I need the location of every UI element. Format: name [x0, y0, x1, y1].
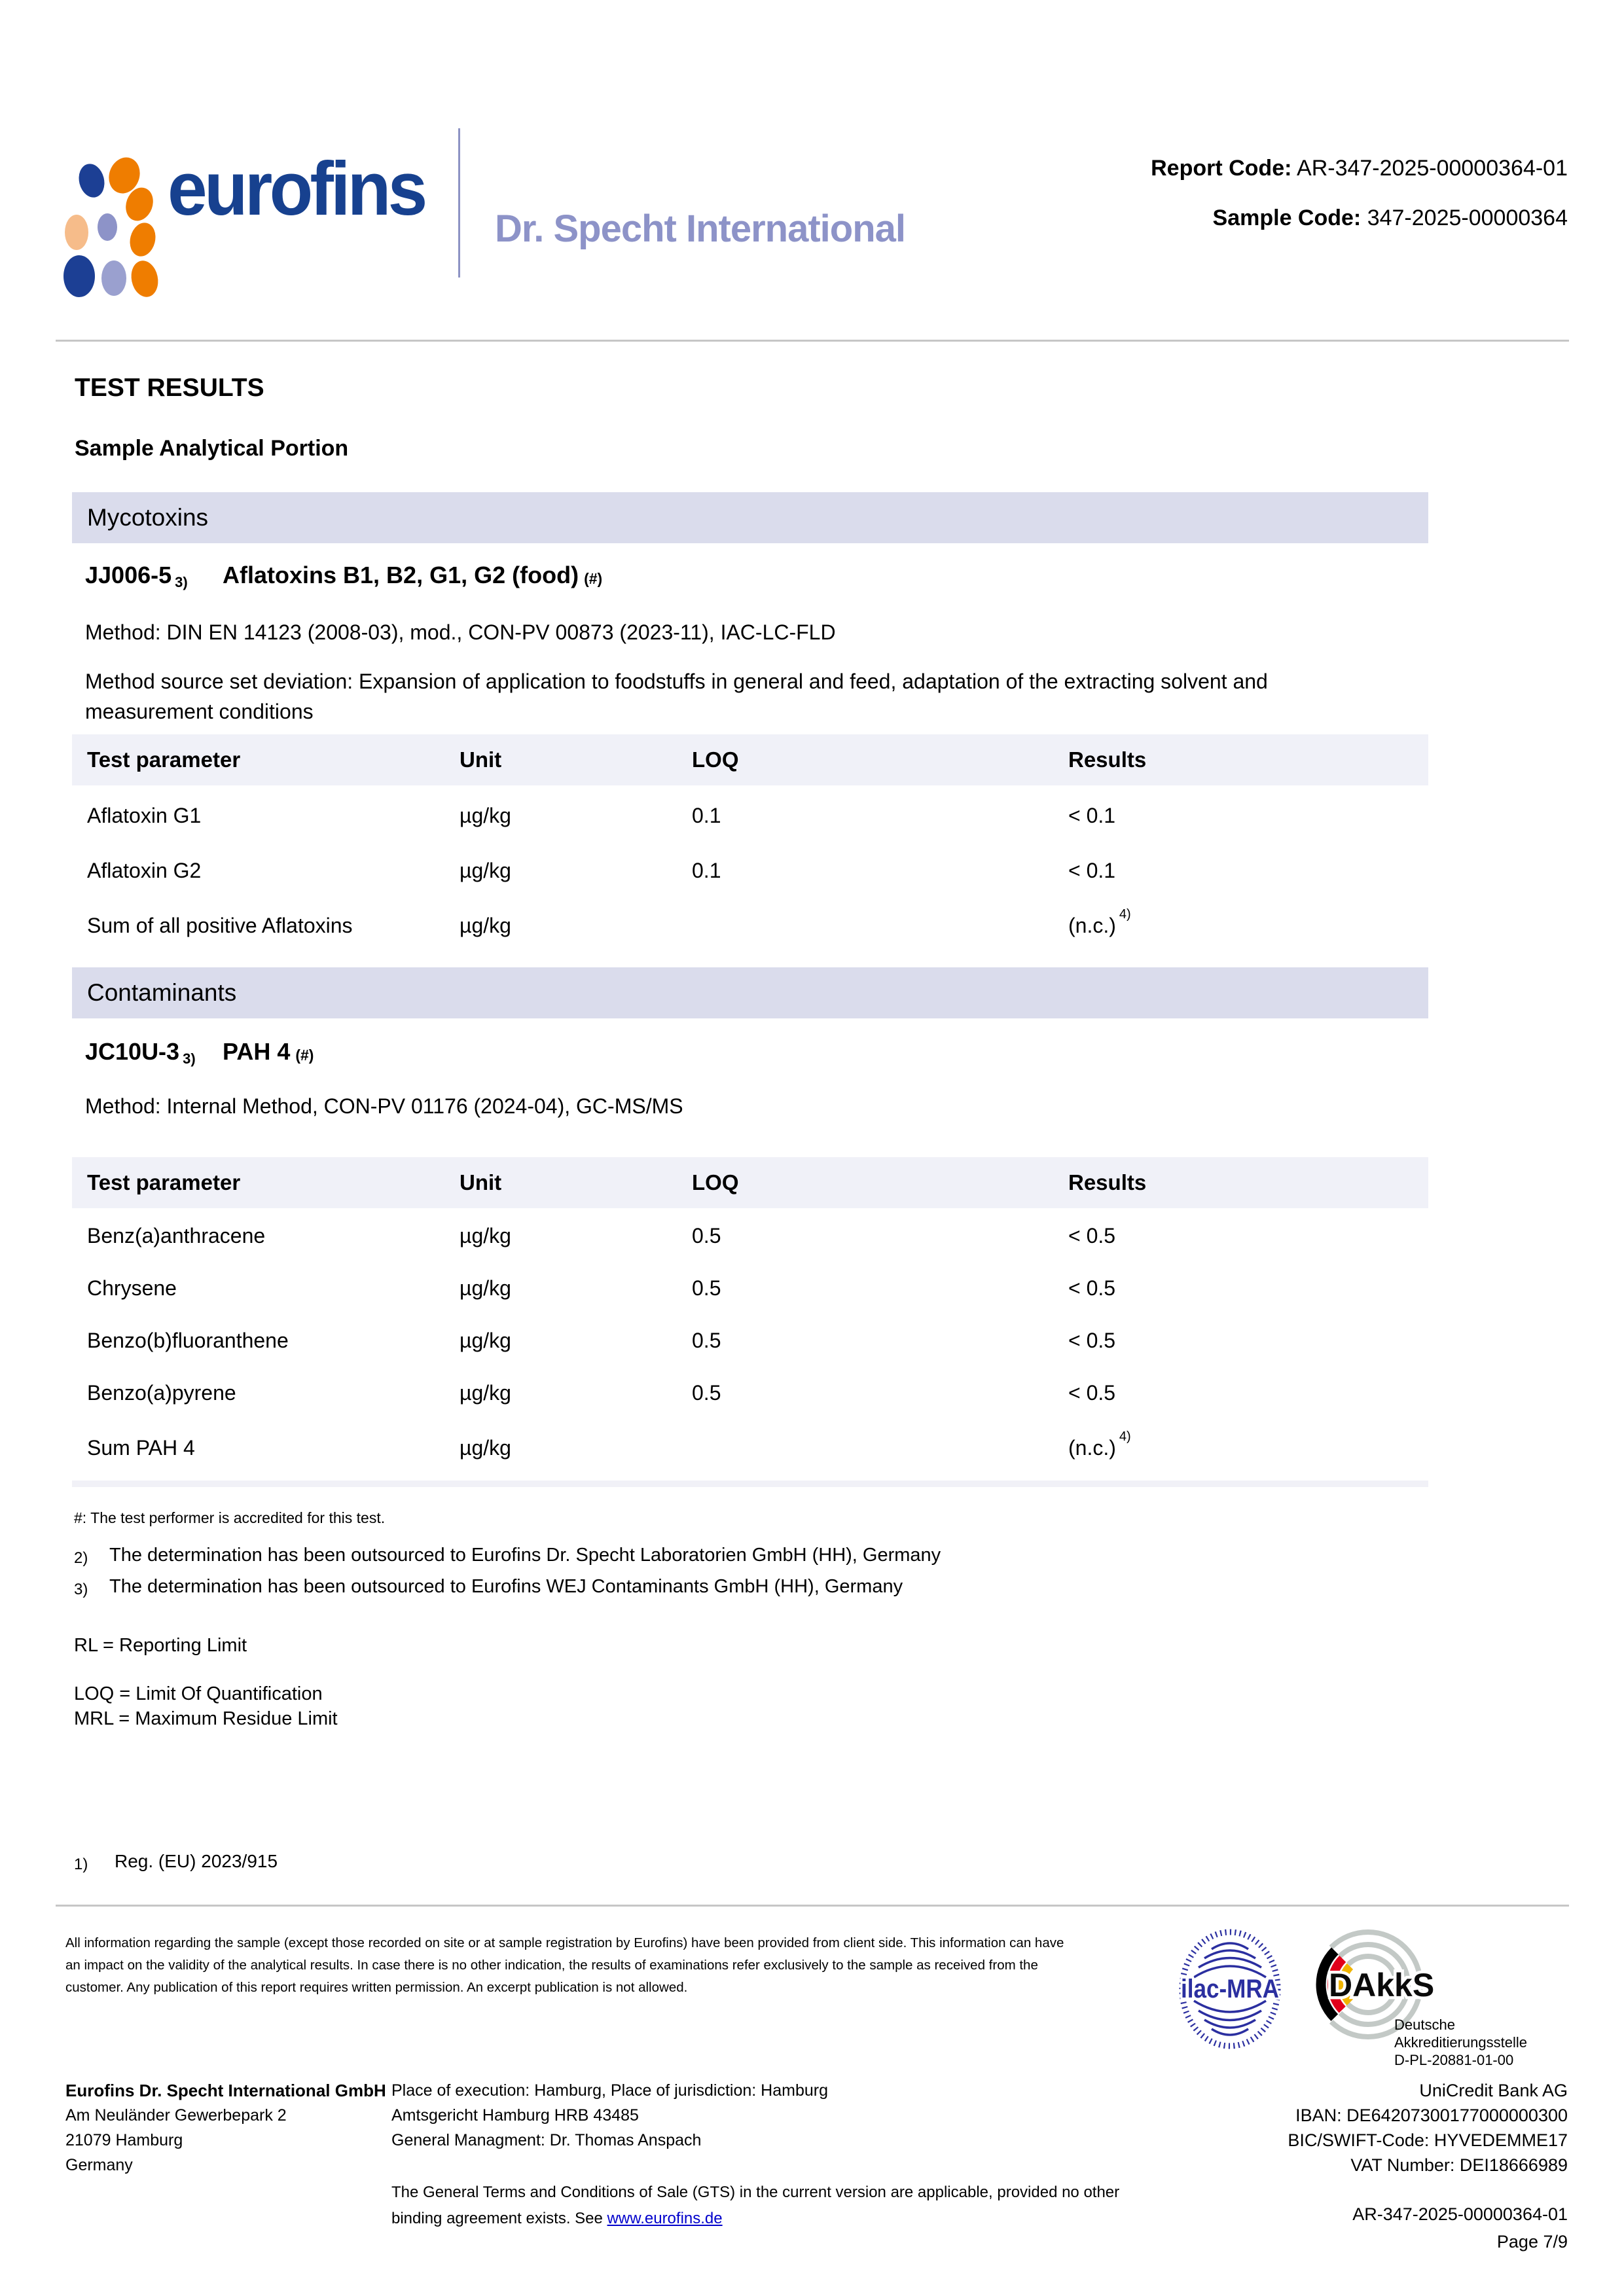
table-row [72, 1314, 1428, 1367]
cell-loq: 0.5 [692, 1380, 721, 1405]
result-value: < 0.1 [1068, 803, 1116, 827]
cell-loq: 0.1 [692, 803, 721, 827]
company-street: Am Neuländer Gewerbepark 2 [65, 2106, 287, 2125]
assay-heading-contaminants [85, 1038, 314, 1067]
method-deviation: Method source set deviation: Expansion of application to foodstuffs in general and feed, adaptation of the extracting solvent and measurement conditions [85, 670, 1268, 723]
bank-line: BIC/SWIFT-Code: HYVEDEMME17 [1288, 2130, 1568, 2150]
cell-test-parameter: Chrysene [87, 1276, 177, 1300]
cell-unit: µg/kg [460, 1435, 511, 1460]
cell-test-parameter: Sum PAH 4 [87, 1435, 195, 1460]
bank-line: IBAN: DE64207300177000000300 [1295, 2106, 1568, 2125]
col-test-parameter: Test parameter [87, 747, 241, 772]
accredited-mark: (#) [295, 1047, 314, 1064]
bank-line: UniCredit Bank AG [1419, 2081, 1568, 2100]
cell-result [1068, 804, 1428, 828]
section-label: Contaminants [87, 979, 237, 1006]
method-line: Method: DIN EN 14123 (2008-03), mod., CON-PV 00873 (2023-11), IAC-LC-FLD [85, 620, 836, 644]
table-row [72, 788, 1428, 843]
ilac-mra-logo-icon [1177, 1927, 1283, 2051]
cell-result [1068, 1329, 1428, 1353]
assay-code-footnote: 3) [175, 574, 188, 590]
result-value: (n.c.) [1068, 1435, 1116, 1460]
assay-name-text: PAH 4 [223, 1038, 291, 1065]
footnote-1 [74, 1851, 278, 1872]
disclaimer-text: All information regarding the sample (except those recorded on site or at sample registration by Eurofins) have been provided from client side. This information can have an impact on the validity of the analytical results. In case there is no other indication, the results of examinations refer exclusively to the sample as received from the customer. Any publication of this report requires written permission. An excerpt publication is not allowed. [65, 1935, 1064, 1995]
assay-name [223, 562, 602, 589]
header-rule [56, 340, 1569, 342]
legend-mrl: MRL = Maximum Residue Limit [74, 1708, 338, 1729]
cell-unit: µg/kg [460, 1380, 511, 1405]
cell-result [1068, 1276, 1428, 1300]
dakks-accreditation-text [1394, 2016, 1527, 2069]
footnote-text: The determination has been outsourced to Eurofins Dr. Specht Laboratorien GmbH (HH), Germany [109, 1545, 941, 1566]
col-unit: Unit [460, 747, 502, 772]
footer-company-address [65, 2078, 386, 2178]
cell-test-parameter: Benzo(b)fluoranthene [87, 1328, 289, 1352]
footnote-marker: 3) [74, 1581, 88, 1598]
cell-unit: µg/kg [460, 1276, 511, 1300]
page-subtitle: Sample Analytical Portion [75, 436, 349, 461]
bank-line: VAT Number: DEI18666989 [1350, 2155, 1568, 2175]
logo-dot [128, 258, 162, 299]
result-value: < 0.5 [1068, 1328, 1116, 1352]
accredited-mark: (#) [584, 570, 603, 587]
result-value: < 0.5 [1068, 1380, 1116, 1405]
page-title: TEST RESULTS [75, 374, 264, 402]
cell-result [1068, 906, 1428, 938]
col-loq: LOQ [692, 747, 739, 772]
company-country: Germany [65, 2156, 133, 2174]
cell-unit: µg/kg [460, 913, 511, 937]
table-header-row [72, 734, 1428, 785]
footnote-text: Reg. (EU) 2023/915 [115, 1851, 278, 1871]
footnote-2 [74, 1545, 941, 1566]
result-value: < 0.5 [1068, 1223, 1116, 1247]
table-end-rule [72, 1480, 1428, 1487]
assay-name [223, 1038, 314, 1066]
table-row [72, 843, 1428, 898]
dakks-line: Akkreditierungsstelle [1394, 2034, 1527, 2051]
col-loq: LOQ [692, 1170, 739, 1194]
section-label: Mycotoxins [87, 504, 209, 531]
cell-unit: µg/kg [460, 803, 511, 827]
cell-test-parameter: Benz(a)anthracene [87, 1223, 266, 1247]
ilac-mra-label: ilac-MRA [1181, 1975, 1279, 2003]
table-row [72, 1367, 1428, 1419]
legal-line: General Managment: Dr. Thomas Anspach [391, 2131, 702, 2149]
col-unit: Unit [460, 1170, 502, 1194]
cell-test-parameter: Benzo(a)pyrene [87, 1380, 236, 1405]
cell-test-parameter: Sum of all positive Aflatoxins [87, 913, 353, 937]
footer-legal-info [391, 2078, 828, 2153]
legal-line: Place of execution: Hamburg, Place of jurisdiction: Hamburg [391, 2081, 828, 2100]
section-band-mycotoxins [72, 492, 1428, 543]
eurofins-logo-icon [62, 157, 160, 304]
dakks-label: DAkkS [1329, 1967, 1435, 2003]
division-name: Dr. Specht International [495, 207, 905, 250]
col-results: Results [1068, 747, 1147, 772]
table-row [72, 1262, 1428, 1314]
cell-test-parameter: Aflatoxin G2 [87, 858, 202, 882]
sample-code-line [1213, 206, 1568, 231]
footnote-accredited: #: The test performer is accredited for this test. [74, 1509, 386, 1526]
header-divider [458, 128, 460, 278]
sample-code-value: 347-2025-00000364 [1367, 206, 1568, 230]
cell-unit: µg/kg [460, 1223, 511, 1247]
cell-result [1068, 1381, 1428, 1405]
legend-rl: RL = Reporting Limit [74, 1635, 247, 1656]
brand-wordmark: eurofins [168, 146, 425, 231]
dakks-line: Deutsche [1394, 2017, 1455, 2033]
result-value: (n.c.) [1068, 913, 1116, 937]
result-value: < 0.1 [1068, 858, 1116, 882]
assay-code: JJ006-5 [85, 562, 172, 588]
cell-loq: 0.5 [692, 1223, 721, 1247]
assay-code: JC10U-3 [85, 1038, 180, 1065]
table-row [72, 1422, 1428, 1474]
gts-text: The General Terms and Conditions of Sale (GTS) in the current version are applicable, provided no other binding agreement exists. See [391, 2183, 1120, 2227]
footer-rule [56, 1905, 1569, 1907]
cell-unit: µg/kg [460, 858, 511, 882]
cell-result [1068, 859, 1428, 883]
assay-code-footnote: 3) [183, 1050, 196, 1067]
legal-line: Amtsgericht Hamburg HRB 43485 [391, 2106, 639, 2125]
sample-code-label: Sample Code: [1212, 206, 1362, 230]
result-footnote-sup: 4) [1119, 906, 1131, 922]
footer-bank-info [1288, 2078, 1568, 2178]
dakks-line: D-PL-20881-01-00 [1394, 2052, 1514, 2068]
logo-dot [63, 255, 95, 297]
logo-dot [75, 161, 107, 200]
table-row [72, 898, 1428, 953]
footnote-marker: 1) [74, 1856, 88, 1873]
section-band-contaminants [72, 967, 1428, 1018]
assay-heading-mycotoxins [85, 562, 603, 590]
company-name: Eurofins Dr. Specht International GmbH [65, 2081, 386, 2100]
cell-test-parameter: Aflatoxin G1 [87, 803, 202, 827]
table-header-row [72, 1157, 1428, 1208]
footnote-marker: 2) [74, 1549, 88, 1567]
assay-name-text: Aflatoxins B1, B2, G1, G2 (food) [223, 562, 579, 588]
report-code-label: Report Code: [1151, 156, 1292, 181]
logo-dot [65, 215, 88, 250]
result-footnote-sup: 4) [1119, 1429, 1131, 1444]
cell-loq: 0.5 [692, 1328, 721, 1352]
cell-result [1068, 1224, 1428, 1248]
cell-loq: 0.5 [692, 1276, 721, 1300]
table-row [72, 1210, 1428, 1262]
col-test-parameter: Test parameter [87, 1170, 241, 1194]
eurofins-link[interactable]: www.eurofins.de [607, 2210, 723, 2227]
cell-result [1068, 1429, 1428, 1460]
col-results: Results [1068, 1170, 1147, 1194]
footer-report-code: AR-347-2025-00000364-01 [1352, 2204, 1568, 2224]
gts-note [391, 2179, 1174, 2232]
logo-dot [98, 213, 117, 241]
legend-loq: LOQ = Limit Of Quantification [74, 1683, 323, 1704]
page-number: Page 7/9 [1496, 2232, 1568, 2251]
logo-dot [101, 260, 126, 296]
cell-unit: µg/kg [460, 1328, 511, 1352]
method-line: Method: Internal Method, CON-PV 01176 (2024-04), GC-MS/MS [85, 1094, 683, 1118]
logo-dot [126, 220, 158, 259]
footnote-text: The determination has been outsourced to Eurofins WEJ Contaminants GmbH (HH), Germany [109, 1576, 903, 1597]
footnote-3 [74, 1576, 903, 1598]
result-value: < 0.5 [1068, 1276, 1116, 1300]
report-code-value: AR-347-2025-00000364-01 [1297, 156, 1568, 181]
report-code-line [1151, 156, 1568, 181]
cell-loq: 0.1 [692, 858, 721, 882]
company-city: 21079 Hamburg [65, 2131, 183, 2149]
